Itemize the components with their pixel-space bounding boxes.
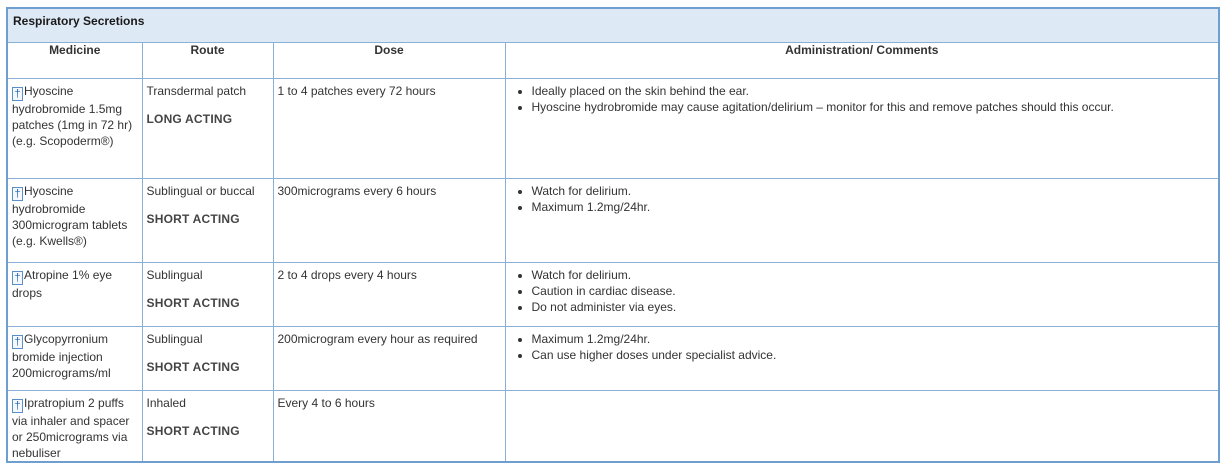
dagger-icon: † [12,87,23,101]
table-row [7,79,1219,179]
route-cell [142,327,273,391]
dose-cell [273,263,505,327]
acting-label: SHORT ACTING [146,296,240,310]
medicine-cell [7,327,142,391]
table-title-cell [7,8,1219,43]
header-row [7,43,1219,79]
dose-text: 1 to 4 patches every 72 hours [277,84,436,98]
comments-cell [505,391,1219,463]
route-text: Sublingual or buccal [146,184,255,198]
comment-item: • Watch for delirium. [532,267,1215,283]
route-cell [142,263,273,327]
route-cell [142,179,273,263]
acting-label: LONG ACTING [146,112,233,126]
route-cell [142,79,273,179]
table-title: Respiratory Secretions [13,14,145,28]
dagger-icon: † [12,187,23,201]
table-row [7,263,1219,327]
medicine-name: Glycopyrronium bromide injection 200micrograms/ml [12,332,111,380]
comment-item: • Ideally placed on the skin behind the ear. [532,83,1215,99]
comment-item: • Caution in cardiac disease. [532,283,1215,299]
respiratory-secretions-table-wrapper [6,7,1218,463]
comments-list [510,83,1215,115]
table-row [7,391,1219,463]
acting-label: SHORT ACTING [146,212,240,226]
table-row [7,179,1219,263]
header-dose: Dose [273,43,505,79]
route-text: Sublingual [146,332,203,346]
comments-list [510,267,1215,315]
route-text: Transdermal patch [146,84,247,98]
medicine-cell [7,263,142,327]
medicine-cell [7,179,142,263]
dagger-icon: † [12,399,23,413]
comments-cell [505,179,1219,263]
route-cell [142,391,273,463]
medicine-name: Ipratropium 2 puffs via inhaler and spacer or 250micrograms via nebuliser [12,396,130,460]
header-medicine: Medicine [7,43,142,79]
dagger-icon: † [12,335,23,349]
acting-label: SHORT ACTING [146,424,240,438]
route-text: Inhaled [146,396,186,410]
header-route: Route [142,43,273,79]
table-row [7,327,1219,391]
route-text: Sublingual [146,268,203,282]
medicine-name: Atropine 1% eye drops [12,268,113,300]
medication-table [6,7,1220,463]
comments-cell [505,79,1219,179]
dagger-icon: † [12,271,23,285]
comment-item: • Watch for delirium. [532,183,1215,199]
header-comments: Administration/ Comments [505,43,1219,79]
dose-text: 200microgram every hour as required [277,332,478,346]
dose-text: Every 4 to 6 hours [277,396,375,410]
comment-item: • Hyoscine hydrobromide may cause agitation/delirium – monitor for this and remove patches should this occur. [532,99,1215,115]
dose-cell [273,179,505,263]
dose-text: 2 to 4 drops every 4 hours [277,268,417,282]
comment-item: • Maximum 1.2mg/24hr. [532,331,1215,347]
comments-cell [505,327,1219,391]
dose-cell [273,327,505,391]
comment-item: • Maximum 1.2mg/24hr. [532,199,1215,215]
comments-list [510,331,1215,363]
comment-item: • Can use higher doses under specialist advice. [532,347,1215,363]
comment-item: • Do not administer via eyes. [532,299,1215,315]
comments-cell [505,263,1219,327]
dose-cell [273,79,505,179]
acting-label: SHORT ACTING [146,360,240,374]
dose-cell [273,391,505,463]
medicine-cell [7,79,142,179]
medicine-cell [7,391,142,463]
dose-text: 300micrograms every 6 hours [277,184,437,198]
medicine-name: Hyoscine hydrobromide 300microgram tablets (e.g. Kwells®) [12,184,128,248]
medicine-name: Hyoscine hydrobromide 1.5mg patches (1mg in 72 hr) (e.g. Scopoderm®) [12,84,133,148]
comments-list [510,183,1215,215]
